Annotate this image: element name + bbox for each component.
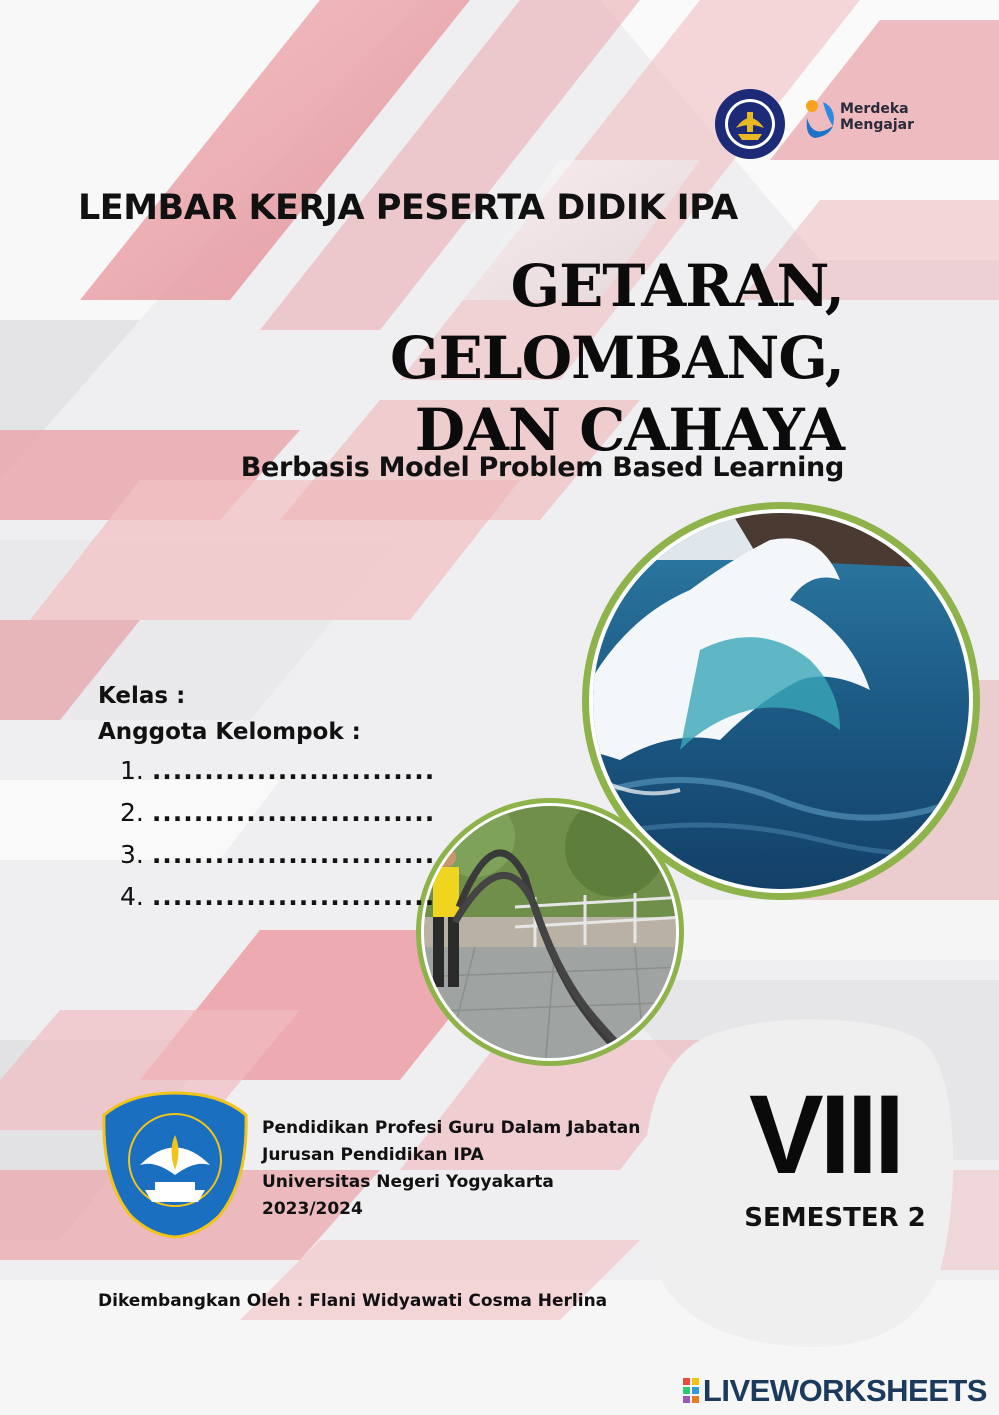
topic-title [244, 250, 844, 466]
uny-seal-logo [714, 88, 786, 160]
program-name: Pendidikan Profesi Guru Dalam Jabatan [262, 1118, 641, 1138]
topic-line-1: GETARAN, [510, 252, 844, 320]
member-name-blank[interactable]: ........................... [151, 882, 436, 911]
group-members-list [98, 750, 435, 918]
department-name: Jurusan Pendidikan IPA [262, 1145, 484, 1165]
member-name-blank[interactable]: ........................... [151, 840, 436, 869]
academic-year: 2023/2024 [262, 1199, 363, 1219]
mengajar-text: Mengajar [840, 117, 915, 133]
liveworksheets-brand[interactable]: LIVEWORKSHEETS [702, 1373, 987, 1408]
merdeka-mengajar-logo [803, 96, 839, 142]
institution-info [262, 1115, 640, 1223]
topic-line-3: DAN CAHAYA [414, 396, 844, 464]
group-info-form [98, 678, 435, 918]
merdeka-mengajar-wordmark [840, 101, 914, 133]
member-number: 4. [120, 882, 144, 911]
member-row[interactable] [120, 834, 435, 876]
semester-label: SEMESTER 2 [744, 1203, 926, 1233]
topic-line-2: GELOMBANG, [390, 324, 844, 392]
member-name-blank[interactable]: ........................... [151, 756, 436, 785]
member-name-blank[interactable]: ........................... [151, 798, 436, 827]
tut-wuri-handayani-logo [100, 1090, 250, 1240]
member-row[interactable] [120, 876, 435, 918]
university-name: Universitas Negeri Yogyakarta [262, 1172, 554, 1192]
merdeka-text: Merdeka [840, 101, 909, 117]
member-number: 3. [120, 840, 144, 869]
member-number: 1. [120, 756, 144, 785]
worksheet-title: LEMBAR KERJA PESERTA DIDIK IPA [78, 188, 738, 228]
member-number: 2. [120, 798, 144, 827]
liveworksheets-icon [683, 1378, 699, 1404]
class-label: Kelas : [98, 683, 186, 709]
group-members-label: Anggota Kelompok : [98, 719, 361, 745]
grade-level: VIII [748, 1072, 902, 1197]
subtitle: Berbasis Model Problem Based Learning [240, 452, 844, 483]
member-row[interactable] [120, 792, 435, 834]
battle-rope-exercise-image [415, 797, 685, 1067]
author-credit: Dikembangkan Oleh : Flani Widyawati Cosma Herlina [98, 1291, 608, 1311]
member-row[interactable] [120, 750, 435, 792]
